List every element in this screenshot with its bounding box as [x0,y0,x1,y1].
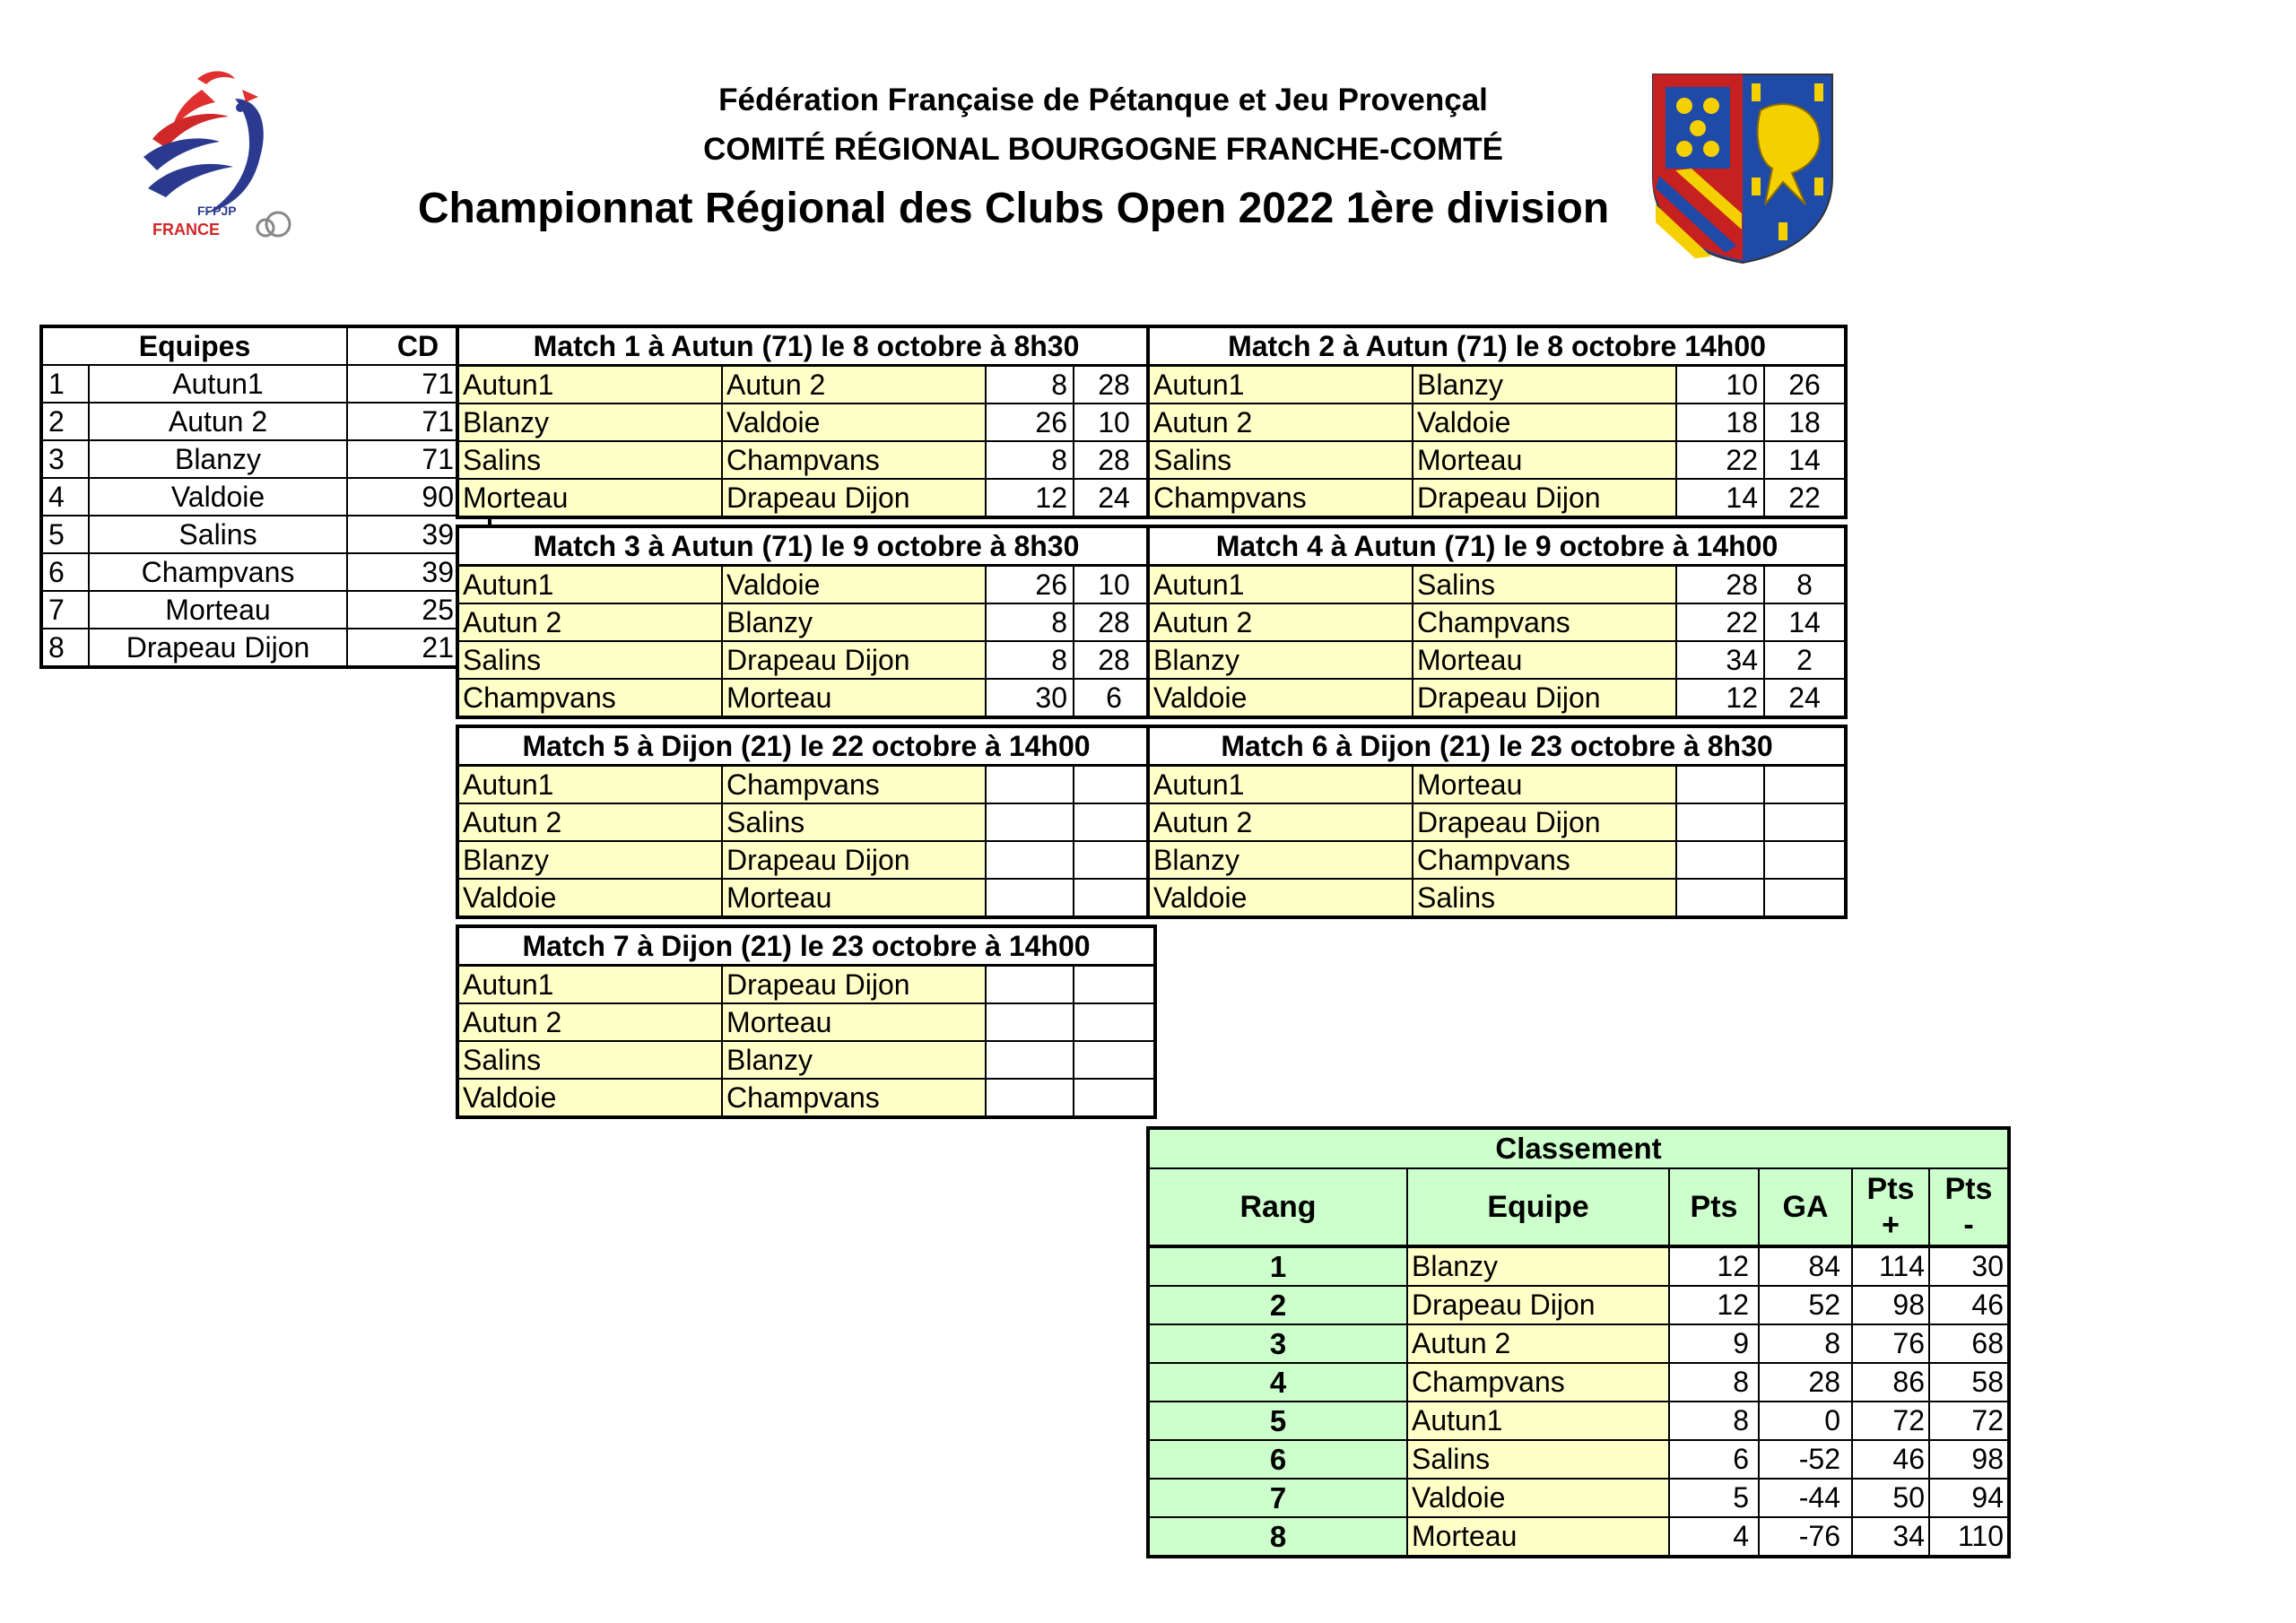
team-row [41,365,490,403]
away-team: Morteau [1413,766,1676,804]
ranking-pts: 12 [1669,1286,1759,1324]
match-game-row [1148,766,1846,804]
match-3-table [456,525,1157,719]
col-ga: GA [1759,1168,1852,1246]
home-score [1676,766,1764,804]
away-team: Morteau [722,679,986,717]
ranking-ga: 84 [1759,1246,1852,1286]
away-team: Valdoie [722,404,986,441]
away-score: 18 [1764,404,1846,441]
ranking-pts-minus: 94 [1929,1479,2009,1517]
home-score: 8 [986,366,1074,404]
team-row [41,516,490,553]
ranking-team: Blanzy [1407,1246,1669,1286]
team-name: Blanzy [89,440,347,478]
ranking-ga: 52 [1759,1286,1852,1324]
away-team: Salins [722,803,986,841]
ranking-team: Salins [1407,1440,1669,1479]
rank: 2 [1148,1286,1407,1324]
ranking-pts-minus: 68 [1929,1324,2009,1363]
team-name: Autun 2 [89,403,347,440]
rank: 3 [1148,1324,1407,1363]
away-score [1074,1041,1155,1079]
ranking-pts-plus: 46 [1852,1440,1929,1479]
team-name: Autun1 [89,365,347,403]
ranking-row [1148,1517,2009,1557]
rank: 4 [1148,1363,1407,1402]
ranking-pts-plus: 86 [1852,1363,1929,1402]
home-score: 8 [986,441,1074,479]
team-cd: 90 [347,478,490,516]
away-team: Morteau [722,1003,986,1041]
ranking-team: Morteau [1407,1517,1669,1557]
ranking-pts-minus: 46 [1929,1286,2009,1324]
home-team: Valdoie [1148,679,1413,717]
away-team: Champvans [1413,841,1676,879]
away-team: Champvans [722,766,986,804]
away-team: Morteau [722,879,986,917]
ranking-row [1148,1402,2009,1440]
match-game-row [457,1041,1155,1079]
away-score [1074,966,1155,1004]
ranking-pts-plus: 98 [1852,1286,1929,1324]
away-score: 6 [1074,679,1155,717]
away-score: 14 [1764,441,1846,479]
col-pts: Pts [1669,1168,1759,1246]
match-game-row [457,603,1155,641]
home-team: Autun 2 [457,603,722,641]
rank: 6 [1148,1440,1407,1479]
home-team: Autun 2 [1148,803,1413,841]
away-team: Autun 2 [722,366,986,404]
away-score [1074,766,1155,804]
team-number: 4 [41,478,89,516]
ranking-pts-minus: 110 [1929,1517,2009,1557]
home-team: Salins [457,441,722,479]
away-score: 26 [1764,366,1846,404]
home-team: Autun 2 [1148,603,1413,641]
home-team: Autun1 [457,566,722,604]
match-title: Match 3 à Autun (71) le 9 octobre à 8h30 [457,526,1155,566]
home-score [986,1003,1074,1041]
home-team: Autun1 [1148,566,1413,604]
home-score: 34 [1676,641,1764,679]
home-score [986,841,1074,879]
team-cd: 25 [347,591,490,629]
away-team: Valdoie [722,566,986,604]
ranking-row [1148,1440,2009,1479]
col-pts-plus: Pts + [1852,1168,1929,1246]
team-cd: 39 [347,553,490,591]
away-score: 10 [1074,566,1155,604]
match-1-table [456,325,1157,519]
team-number: 2 [41,403,89,440]
team-cd: 39 [347,516,490,553]
match-game-row [1148,641,1846,679]
match-title: Match 7 à Dijon (21) le 23 octobre à 14h00 [457,926,1155,966]
team-name: Drapeau Dijon [89,629,347,667]
teams-table [39,325,491,669]
match-game-row [457,1003,1155,1041]
home-score: 26 [986,566,1074,604]
ranking-row [1148,1286,2009,1324]
away-score [1074,1003,1155,1041]
rank: 8 [1148,1517,1407,1557]
team-number: 5 [41,516,89,553]
match-game-row [457,766,1155,804]
federation-name: Fédération Française de Pétanque et Jeu Provençal [718,82,1488,117]
match-title: Match 1 à Autun (71) le 8 octobre à 8h30 [457,326,1155,366]
ranking-pts: 4 [1669,1517,1759,1557]
home-score: 8 [986,603,1074,641]
away-score: 2 [1764,641,1846,679]
home-score: 10 [1676,366,1764,404]
ranking-ga: -44 [1759,1479,1852,1517]
team-name: Morteau [89,591,347,629]
ranking-pts-plus: 50 [1852,1479,1929,1517]
away-team: Morteau [1413,641,1676,679]
away-team: Drapeau Dijon [1413,803,1676,841]
team-name: Valdoie [89,478,347,516]
home-team: Morteau [457,479,722,517]
match-game-row [1148,603,1846,641]
match-game-row [457,366,1155,404]
match-6-table [1146,725,1848,919]
home-team: Valdoie [457,879,722,917]
ranking-pts-plus: 34 [1852,1517,1929,1557]
home-team: Salins [457,641,722,679]
away-score: 28 [1074,641,1155,679]
home-team: Valdoie [457,1079,722,1117]
home-score: 28 [1676,566,1764,604]
away-team: Drapeau Dijon [722,479,986,517]
home-team: Autun1 [1148,766,1413,804]
home-score: 26 [986,404,1074,441]
match-game-row [457,566,1155,604]
home-team: Salins [1148,441,1413,479]
home-score [986,803,1074,841]
ranking-team: Valdoie [1407,1479,1669,1517]
match-game-row [457,966,1155,1004]
ranking-ga: 8 [1759,1324,1852,1363]
away-team: Drapeau Dijon [722,841,986,879]
away-score: 8 [1764,566,1846,604]
ranking-ga: -76 [1759,1517,1852,1557]
match-2-table [1146,325,1848,519]
home-team: Salins [457,1041,722,1079]
match-game-row [1148,366,1846,404]
team-cd: 21 [347,629,490,667]
away-team: Drapeau Dijon [722,641,986,679]
ranking-team: Drapeau Dijon [1407,1286,1669,1324]
ranking-pts-plus: 114 [1852,1246,1929,1286]
home-team: Champvans [1148,479,1413,517]
ranking-team: Champvans [1407,1363,1669,1402]
home-score: 14 [1676,479,1764,517]
home-score [1676,841,1764,879]
ranking-pts-plus: 76 [1852,1324,1929,1363]
home-score: 12 [1676,679,1764,717]
away-team: Drapeau Dijon [1413,479,1676,517]
ranking-pts-minus: 98 [1929,1440,2009,1479]
away-score [1764,879,1846,917]
col-rang: Rang [1148,1168,1407,1246]
home-score [986,1041,1074,1079]
match-game-row [457,803,1155,841]
away-score [1074,879,1155,917]
team-name: Salins [89,516,347,553]
away-score [1764,803,1846,841]
away-score: 24 [1764,679,1846,717]
team-cd: 71 [347,440,490,478]
match-game-row [457,841,1155,879]
home-team: Autun1 [457,766,722,804]
away-team: Drapeau Dijon [722,966,986,1004]
logo-text-ffpjp: FFPJP [197,204,237,218]
ranking-team: Autun 2 [1407,1324,1669,1363]
match-game-row [1148,479,1846,517]
home-score [986,766,1074,804]
away-score: 28 [1074,441,1155,479]
home-team: Autun1 [457,966,722,1004]
match-4-table [1146,525,1848,719]
away-team: Morteau [1413,441,1676,479]
match-game-row [457,404,1155,441]
ranking-team: Autun1 [1407,1402,1669,1440]
away-score [1074,803,1155,841]
away-team: Valdoie [1413,404,1676,441]
match-title: Match 6 à Dijon (21) le 23 octobre à 8h30 [1148,726,1846,766]
team-row [41,440,490,478]
match-game-row [1148,566,1846,604]
home-score [986,1079,1074,1117]
rank: 5 [1148,1402,1407,1440]
committee-name: COMITÉ RÉGIONAL BOURGOGNE FRANCHE-COMTÉ [703,132,1503,167]
classement-table [1146,1126,2011,1558]
away-team: Blanzy [722,1041,986,1079]
team-row [41,591,490,629]
match-game-row [1148,803,1846,841]
team-cd: 71 [347,365,490,403]
match-game-row [457,879,1155,917]
home-team: Blanzy [1148,841,1413,879]
home-score [986,966,1074,1004]
burgundy-franche-comte-crest [1648,70,1837,265]
col-equipe: Equipe [1407,1168,1669,1246]
away-score: 28 [1074,366,1155,404]
ranking-pts: 8 [1669,1402,1759,1440]
rank: 1 [1148,1246,1407,1286]
team-row [41,553,490,591]
ranking-pts: 8 [1669,1363,1759,1402]
home-score: 22 [1676,441,1764,479]
away-team: Blanzy [1413,366,1676,404]
home-score: 8 [986,641,1074,679]
home-score: 30 [986,679,1074,717]
page-title: Championnat Régional des Clubs Open 2022 1ère division [417,185,1610,232]
ranking-pts-minus: 30 [1929,1246,2009,1286]
away-team: Blanzy [722,603,986,641]
match-title: Match 2 à Autun (71) le 8 octobre 14h00 [1148,326,1846,366]
team-cd: 71 [347,403,490,440]
ranking-pts: 6 [1669,1440,1759,1479]
home-team: Autun 2 [457,1003,722,1041]
home-team: Autun1 [1148,366,1413,404]
match-7-table [456,924,1157,1119]
match-game-row [1148,404,1846,441]
match-game-row [1148,679,1846,717]
team-number: 3 [41,440,89,478]
home-team: Blanzy [457,841,722,879]
ranking-pts: 5 [1669,1479,1759,1517]
match-game-row [1148,441,1846,479]
away-score: 28 [1074,603,1155,641]
home-team: Autun 2 [1148,404,1413,441]
ranking-ga: 28 [1759,1363,1852,1402]
rank: 7 [1148,1479,1407,1517]
match-game-row [457,441,1155,479]
away-team: Champvans [722,1079,986,1117]
col-pts-minus: Pts - [1929,1168,2009,1246]
match-game-row [457,679,1155,717]
ranking-ga: -52 [1759,1440,1852,1479]
away-team: Champvans [1413,603,1676,641]
home-team: Autun1 [457,366,722,404]
col-equipes: Equipes [41,326,347,365]
match-game-row [457,479,1155,517]
match-5-table [456,725,1157,919]
team-number: 6 [41,553,89,591]
away-score [1074,1079,1155,1117]
home-score [1676,803,1764,841]
ranking-row [1148,1363,2009,1402]
ranking-row [1148,1246,2009,1286]
ranking-row [1148,1479,2009,1517]
home-team: Autun 2 [457,803,722,841]
away-team: Salins [1413,879,1676,917]
team-name: Champvans [89,553,347,591]
ranking-pts: 12 [1669,1246,1759,1286]
away-team: Champvans [722,441,986,479]
home-team: Blanzy [1148,641,1413,679]
match-game-row [1148,879,1846,917]
away-team: Salins [1413,566,1676,604]
home-score [986,879,1074,917]
team-row [41,403,490,440]
home-score: 12 [986,479,1074,517]
team-number: 7 [41,591,89,629]
home-team: Champvans [457,679,722,717]
away-score [1764,766,1846,804]
match-game-row [457,1079,1155,1117]
match-title: Match 5 à Dijon (21) le 22 octobre à 14h00 [457,726,1155,766]
away-score: 22 [1764,479,1846,517]
logo-text-france: FRANCE [152,221,220,239]
away-score [1074,841,1155,879]
home-score: 22 [1676,603,1764,641]
team-row [41,629,490,667]
team-number: 1 [41,365,89,403]
team-row [41,478,490,516]
ranking-pts: 9 [1669,1324,1759,1363]
home-team: Valdoie [1148,879,1413,917]
match-game-row [457,641,1155,679]
away-score: 24 [1074,479,1155,517]
home-score [1676,879,1764,917]
away-team: Drapeau Dijon [1413,679,1676,717]
classement-title: Classement [1148,1128,2009,1168]
away-score [1764,841,1846,879]
home-team: Blanzy [457,404,722,441]
away-score: 14 [1764,603,1846,641]
home-score: 18 [1676,404,1764,441]
ranking-pts-minus: 72 [1929,1402,2009,1440]
match-title: Match 4 à Autun (71) le 9 octobre à 14h00 [1148,526,1846,566]
ranking-ga: 0 [1759,1402,1852,1440]
ranking-pts-minus: 58 [1929,1363,2009,1402]
ranking-row [1148,1324,2009,1363]
col-cd: CD [347,326,490,365]
away-score: 10 [1074,404,1155,441]
match-game-row [1148,841,1846,879]
team-number: 8 [41,629,89,667]
ranking-pts-plus: 72 [1852,1402,1929,1440]
